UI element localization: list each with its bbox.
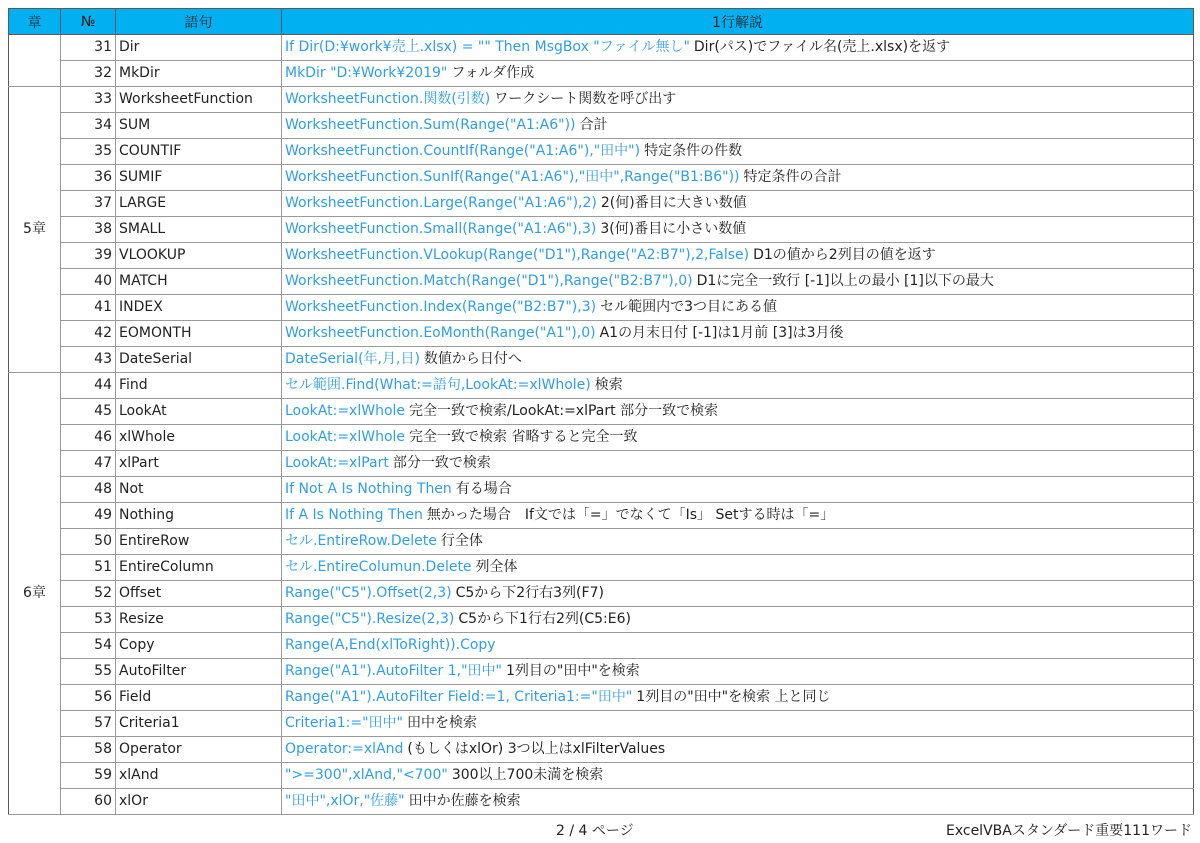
table-row [9, 581, 1194, 607]
explanation-text: 無かった場合 If文では「=」でなくて「Is」 Setする時は「=」 [426, 507, 835, 523]
term-cell: SUMIF [116, 165, 282, 191]
code-snippet: Criteria1:="田中" [285, 715, 403, 731]
term-cell: Field [116, 685, 282, 711]
term-cell: Offset [116, 581, 282, 607]
term-cell: COUNTIF [116, 139, 282, 165]
header-no: № [61, 9, 116, 35]
description-cell [282, 555, 1194, 581]
description-cell [282, 763, 1194, 789]
table-row [9, 529, 1194, 555]
number-cell: 43 [61, 347, 116, 373]
number-cell: 60 [61, 789, 116, 815]
description-cell [282, 243, 1194, 269]
description-cell [282, 347, 1194, 373]
number-cell: 36 [61, 165, 116, 191]
number-cell: 32 [61, 61, 116, 87]
explanation-text: 行全体 [440, 533, 483, 549]
explanation-text: 部分一致で検索 [392, 455, 491, 471]
table-row [9, 659, 1194, 685]
code-snippet: Range("C5").Offset(2,3) [285, 585, 452, 601]
table-row [9, 789, 1194, 815]
explanation-text: 300以上700未満を検索 [451, 767, 604, 783]
description-cell [282, 607, 1194, 633]
code-snippet: セル.EntireRow.Delete [285, 533, 437, 549]
description-cell [282, 425, 1194, 451]
table-row [9, 295, 1194, 321]
table-row [9, 607, 1194, 633]
code-snippet: Range(A,End(xlToRight)).Copy [285, 637, 496, 653]
description-cell [282, 139, 1194, 165]
code-snippet: WorksheetFunction.Sum(Range("A1:A6")) [285, 117, 576, 133]
number-cell: 56 [61, 685, 116, 711]
description-cell [282, 113, 1194, 139]
description-cell [282, 399, 1194, 425]
explanation-text: 合計 [579, 117, 608, 133]
table-row [9, 113, 1194, 139]
vocab-table [8, 8, 1194, 815]
explanation-text: Dir(パス)でファイル名(売上.xlsx)を返す [693, 39, 951, 55]
number-cell: 58 [61, 737, 116, 763]
table-row [9, 165, 1194, 191]
term-cell: INDEX [116, 295, 282, 321]
description-cell [282, 373, 1194, 399]
description-cell [282, 633, 1194, 659]
table-row [9, 763, 1194, 789]
header-chapter: 章 [9, 9, 61, 35]
term-cell: Resize [116, 607, 282, 633]
term-cell: Criteria1 [116, 711, 282, 737]
table-row [9, 217, 1194, 243]
term-cell: WorksheetFunction [116, 87, 282, 113]
explanation-text: C5から下1行右2列(C5:E6) [458, 611, 631, 627]
term-cell: Operator [116, 737, 282, 763]
description-cell [282, 451, 1194, 477]
description-cell [282, 61, 1194, 87]
code-snippet: Range("C5").Resize(2,3) [285, 611, 455, 627]
code-snippet: DateSerial(年,月,日) [285, 351, 420, 367]
number-cell: 35 [61, 139, 116, 165]
explanation-text: 有る場合 [455, 481, 512, 497]
code-snippet: WorksheetFunction.SunIf(Range("A1:A6"),"田中",Range("B1:B6")) [285, 169, 740, 185]
explanation-text: ワークシート関数を呼び出す [494, 91, 677, 107]
code-snippet: WorksheetFunction.EoMonth(Range("A1"),0) [285, 325, 596, 341]
description-cell [282, 295, 1194, 321]
header-row [9, 9, 1194, 35]
explanation-text: 1列目の"田中"を検索 上と同じ [636, 689, 831, 705]
document-title: ExcelVBAスタンダード重要111ワード [945, 823, 1192, 839]
explanation-text: 田中か佐藤を検索 [408, 793, 521, 809]
number-cell: 37 [61, 191, 116, 217]
code-snippet: Range("A1").AutoFilter Field:=1, Criteria1:="田中" [285, 689, 633, 705]
explanation-text: セル範囲内で3つ目にある値 [600, 299, 777, 315]
number-cell: 47 [61, 451, 116, 477]
number-cell: 52 [61, 581, 116, 607]
code-snippet: LookAt:=xlPart [285, 455, 389, 471]
term-cell: EOMONTH [116, 321, 282, 347]
code-snippet: WorksheetFunction.Index(Range("B2:B7"),3) [285, 299, 597, 315]
explanation-text: 検索 [594, 377, 623, 393]
number-cell: 40 [61, 269, 116, 295]
table-row [9, 191, 1194, 217]
table-row [9, 633, 1194, 659]
table-row [9, 139, 1194, 165]
code-snippet: If Dir(D:¥work¥売上.xlsx) = "" Then MsgBox "ファイル無し" [285, 39, 690, 55]
code-snippet: If Not A Is Nothing Then [285, 481, 452, 497]
explanation-text: (もしくはxlOr) 3つ以上はxlFilterValues [407, 741, 666, 757]
number-cell: 31 [61, 35, 116, 61]
term-cell: MATCH [116, 269, 282, 295]
explanation-text: 特定条件の件数 [644, 143, 743, 159]
term-cell: xlOr [116, 789, 282, 815]
table-row [9, 425, 1194, 451]
number-cell: 59 [61, 763, 116, 789]
code-snippet: MkDir "D:¥Work¥2019" [285, 65, 448, 81]
code-snippet: WorksheetFunction.Large(Range("A1:A6"),2) [285, 195, 597, 211]
table-row [9, 35, 1194, 61]
table-row [9, 399, 1194, 425]
term-cell: VLOOKUP [116, 243, 282, 269]
table-row [9, 373, 1194, 399]
chapter-cell: 5章 [9, 87, 61, 373]
term-cell: SUM [116, 113, 282, 139]
code-snippet: WorksheetFunction.CountIf(Range("A1:A6"),"田中") [285, 143, 641, 159]
table-row [9, 711, 1194, 737]
term-cell: DateSerial [116, 347, 282, 373]
term-cell: EntireRow [116, 529, 282, 555]
header-term: 語句 [116, 9, 282, 35]
term-cell: MkDir [116, 61, 282, 87]
description-cell [282, 685, 1194, 711]
number-cell: 33 [61, 87, 116, 113]
explanation-text: 3(何)番目に小さい数値 [600, 221, 747, 237]
description-cell [282, 269, 1194, 295]
explanation-text: 田中を検索 [406, 715, 477, 731]
term-cell: xlWhole [116, 425, 282, 451]
number-cell: 51 [61, 555, 116, 581]
term-cell: AutoFilter [116, 659, 282, 685]
number-cell: 46 [61, 425, 116, 451]
term-cell: Dir [116, 35, 282, 61]
chapter-cell: 6章 [9, 373, 61, 815]
description-cell [282, 87, 1194, 113]
description-cell [282, 529, 1194, 555]
number-cell: 49 [61, 503, 116, 529]
code-snippet: If A Is Nothing Then [285, 507, 423, 523]
explanation-text: フォルダ作成 [451, 65, 535, 81]
number-cell: 41 [61, 295, 116, 321]
explanation-text: 1列目の"田中"を検索 [505, 663, 640, 679]
table-row [9, 243, 1194, 269]
table-row [9, 347, 1194, 373]
description-cell [282, 503, 1194, 529]
table-row [9, 87, 1194, 113]
code-snippet: LookAt:=xlWhole [285, 403, 406, 419]
explanation-text: A1の月末日付 [-1]は1月前 [3]は3月後 [599, 325, 844, 341]
table-row [9, 555, 1194, 581]
number-cell: 38 [61, 217, 116, 243]
page-number: 2 / 4 ページ [556, 823, 634, 839]
explanation-text: 列全体 [475, 559, 518, 575]
explanation-text: D1に完全一致行 [-1]以上の最小 [1]以下の最大 [696, 273, 994, 289]
number-cell: 50 [61, 529, 116, 555]
description-cell [282, 789, 1194, 815]
table-row [9, 477, 1194, 503]
explanation-text: 2(何)番目に大きい数値 [600, 195, 747, 211]
term-cell: Find [116, 373, 282, 399]
term-cell: Copy [116, 633, 282, 659]
table-body [9, 35, 1194, 815]
description-cell [282, 191, 1194, 217]
number-cell: 53 [61, 607, 116, 633]
description-cell [282, 217, 1194, 243]
description-cell [282, 737, 1194, 763]
explanation-text: D1の値から2列目の値を返す [753, 247, 936, 263]
table-row [9, 321, 1194, 347]
table-row [9, 269, 1194, 295]
explanation-text: 数値から日付へ [423, 351, 522, 367]
term-cell: EntireColumn [116, 555, 282, 581]
description-cell [282, 711, 1194, 737]
description-cell [282, 659, 1194, 685]
code-snippet: Operator:=xlAnd [285, 741, 404, 757]
number-cell: 55 [61, 659, 116, 685]
table-row [9, 61, 1194, 87]
term-cell: LARGE [116, 191, 282, 217]
header-description: 1行解説 [282, 9, 1194, 35]
code-snippet: セル.EntireColumun.Delete [285, 559, 472, 575]
term-cell: LookAt [116, 399, 282, 425]
term-cell: SMALL [116, 217, 282, 243]
number-cell: 34 [61, 113, 116, 139]
term-cell: xlPart [116, 451, 282, 477]
code-snippet: "田中",xlOr,"佐藤" [285, 793, 405, 809]
code-snippet: ">=300",xlAnd,"<700" [285, 767, 448, 783]
code-snippet: WorksheetFunction.関数(引数) [285, 91, 491, 107]
code-snippet: セル範囲.Find(What:=語句,LookAt:=xlWhole) [285, 377, 591, 393]
number-cell: 57 [61, 711, 116, 737]
description-cell [282, 35, 1194, 61]
description-cell [282, 581, 1194, 607]
explanation-text: 完全一致で検索 省略すると完全一致 [409, 429, 638, 445]
number-cell: 48 [61, 477, 116, 503]
number-cell: 54 [61, 633, 116, 659]
number-cell: 39 [61, 243, 116, 269]
number-cell: 45 [61, 399, 116, 425]
code-snippet: WorksheetFunction.Small(Range("A1:A6"),3) [285, 221, 597, 237]
explanation-text: C5から下2行右3列(F7) [455, 585, 604, 601]
chapter-cell [9, 35, 61, 87]
explanation-text: 特定条件の合計 [743, 169, 842, 185]
code-snippet: Range("A1").AutoFilter 1,"田中" [285, 663, 502, 679]
code-snippet: WorksheetFunction.Match(Range("D1"),Range("B2:B7"),0) [285, 273, 693, 289]
description-cell [282, 477, 1194, 503]
table-row [9, 503, 1194, 529]
number-cell: 44 [61, 373, 116, 399]
explanation-text: 完全一致で検索/LookAt:=xlPart 部分一致で検索 [409, 403, 719, 419]
table-row [9, 737, 1194, 763]
description-cell [282, 165, 1194, 191]
term-cell: Not [116, 477, 282, 503]
term-cell: xlAnd [116, 763, 282, 789]
code-snippet: LookAt:=xlWhole [285, 429, 406, 445]
term-cell: Nothing [116, 503, 282, 529]
code-snippet: WorksheetFunction.VLookup(Range("D1"),Range("A2:B7"),2,False) [285, 247, 750, 263]
number-cell: 42 [61, 321, 116, 347]
table-row [9, 685, 1194, 711]
description-cell [282, 321, 1194, 347]
table-row [9, 451, 1194, 477]
